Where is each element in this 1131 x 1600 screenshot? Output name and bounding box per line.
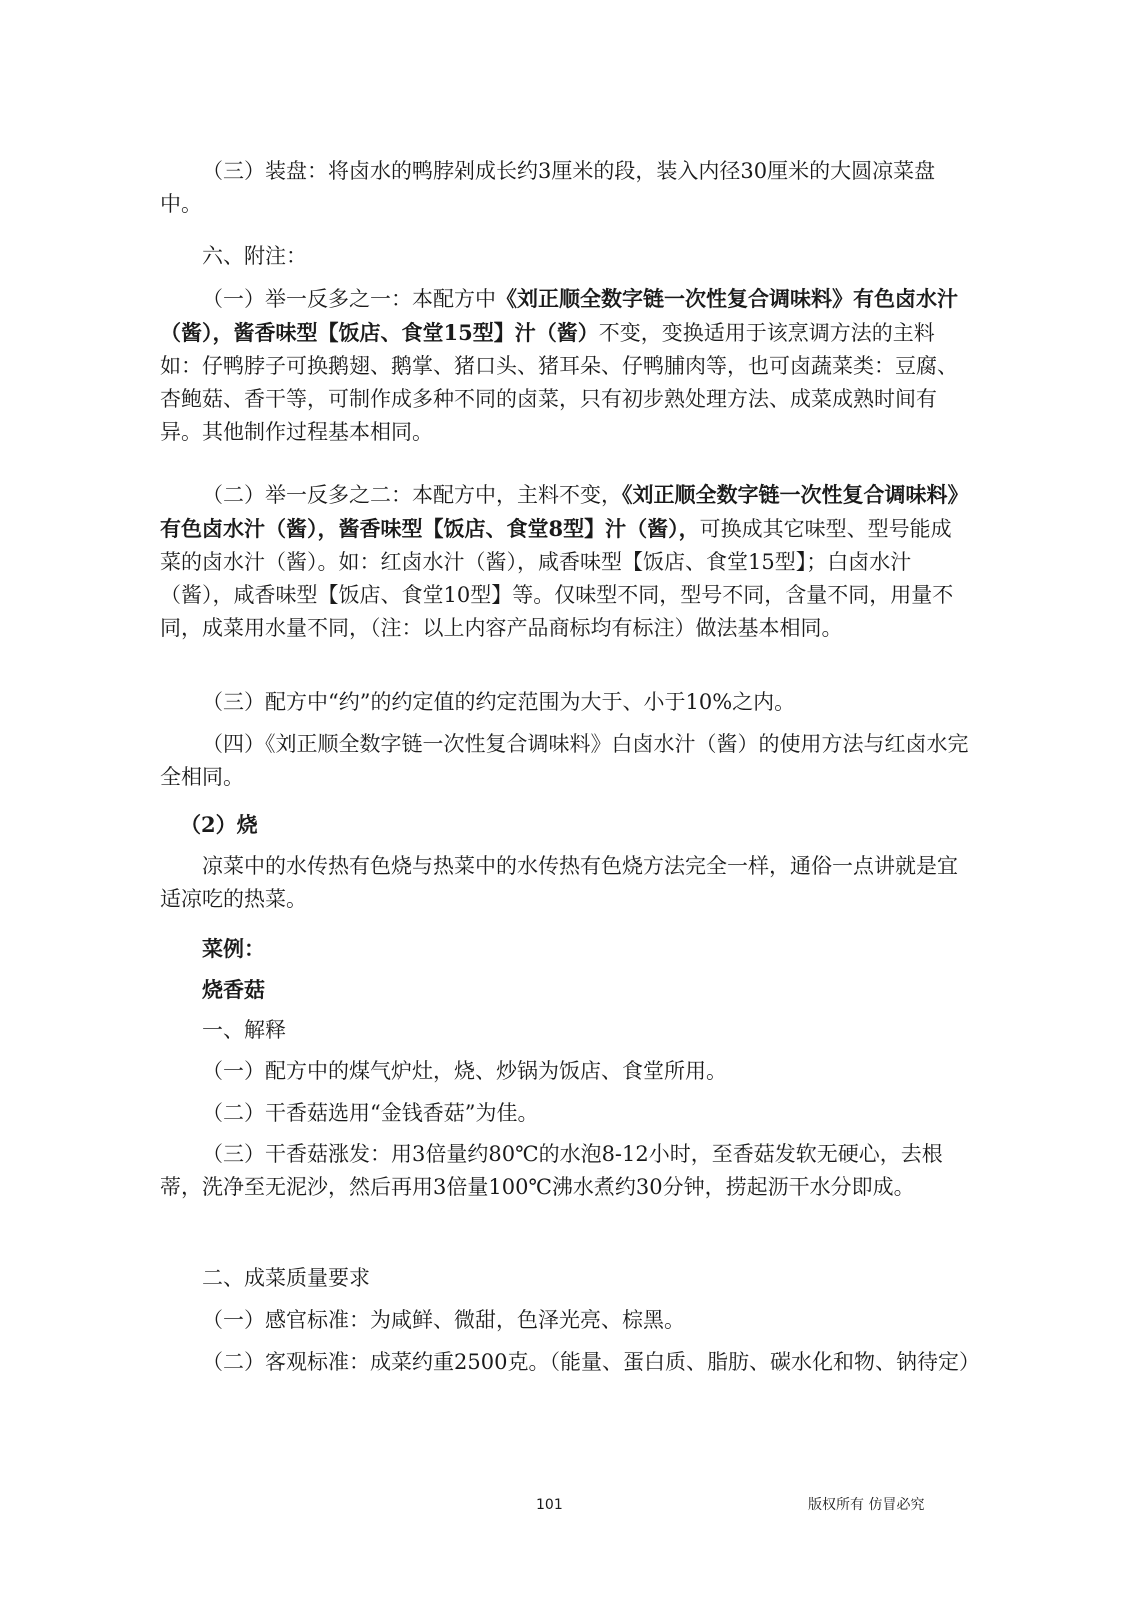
paragraph-objective-standard: （二）客观标准：成菜约重2500克。（能量、蛋白质、脂肪、碳水化和物、钠待定） xyxy=(202,1350,980,1374)
paragraph-plating: （三）装盘：将卤水的鸭脖剁成长约3厘米的段，装入内径30厘米的大圆凉菜盘中。 xyxy=(160,159,936,216)
paragraph-braise-description: 凉菜中的水传热有色烧与热菜中的水传热有色烧方法完全一样，通俗一点讲就是宜适凉吃的热菜。 xyxy=(160,854,958,911)
variation-one-body: 不变，变换适用于该烹调方法的主料如：仔鸭脖子可换鹅翅、鹅掌、猪口头、猪耳朵、仔鸭脯肉等，也可卤蔬菜类：豆腐、杏鲍菇、香干等，可制作成多种不同的卤菜，只有初步熟处理方法、成菜成熟时间有异。其他制作过程基本相同。 xyxy=(160,321,958,444)
variation-two-body: 可换成其它味型、型号能成菜的卤水汁（酱）。如：红卤水汁（酱），咸香味型【饭店、食堂15型】；白卤水汁（酱），咸香味型【饭店、食堂10型】等。仅味型不同，型号不同，含量不同，用量不同，成菜用水量不同，（注：以上内容产品商标均有标注）做法基本相同。 xyxy=(160,517,954,640)
paragraph-sensory-standard: （一）感官标准：为咸鲜、微甜，色泽光亮、棕黑。 xyxy=(202,1308,685,1332)
copyright-notice: 版权所有 仿冒必究 xyxy=(808,1497,925,1513)
section-heading-explanation: 一、解释 xyxy=(202,1018,286,1042)
variation-two-product: 《刘正顺全数字链一次性复合调味料》有色卤水汁（酱），酱香味型【饭店、食堂8型】汁（酱）， xyxy=(160,482,969,541)
paragraph-variation-two xyxy=(160,478,972,645)
subheading-braise: （2）烧 xyxy=(180,812,258,837)
heading-example: 菜例： xyxy=(202,936,265,961)
variation-one-intro: （一）举一反多之一：本配方中 xyxy=(202,287,496,311)
paragraph-gas-stove: （一）配方中的煤气炉灶，烧、炒锅为饭店、食堂所用。 xyxy=(202,1059,727,1083)
paragraph-variation-one xyxy=(160,282,972,449)
variation-two-intro: （二）举一反多之二：本配方中，主料不变， xyxy=(202,483,622,507)
dish-title: 烧香菇 xyxy=(202,977,265,1002)
paragraph-approx-range: （三）配方中“约”的约定值的约定范围为大于、小于10%之内。 xyxy=(202,690,796,714)
section-heading-quality: 二、成菜质量要求 xyxy=(202,1266,370,1290)
variation-one-product: 《刘正顺全数字链一次性复合调味料》有色卤水汁（酱），酱香味型【饭店、食堂15型】汁（酱） xyxy=(160,286,958,345)
paragraph-mushroom-soaking: （三）干香菇涨发：用3倍量约80℃的水泡8-12小时，至香菇发软无硬心，去根蒂，洗净至无泥沙，然后再用3倍量100℃沸水煮约30分钟，捞起沥干水分即成。 xyxy=(160,1142,943,1199)
section-heading-appendix: 六、附注： xyxy=(202,244,307,268)
paragraph-mushroom-choice: （二）干香菇选用“金钱香菇”为佳。 xyxy=(202,1101,539,1125)
page-number: 101 xyxy=(536,1497,563,1513)
paragraph-white-brine: （四）《刘正顺全数字链一次性复合调味料》白卤水汁（酱）的使用方法与红卤水完全相同。 xyxy=(160,732,969,789)
